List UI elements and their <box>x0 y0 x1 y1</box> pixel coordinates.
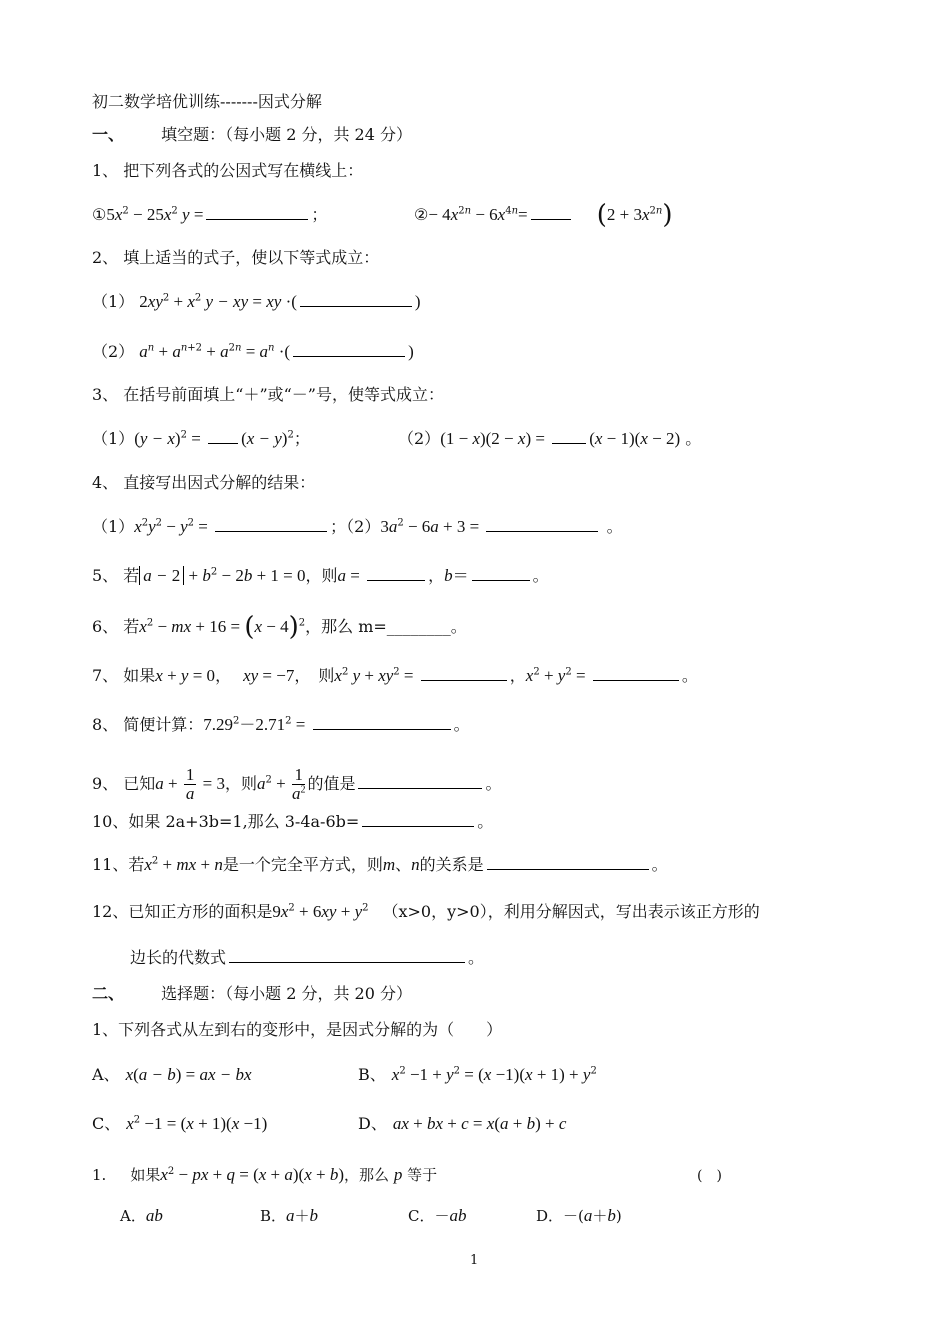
question-number: 1. <box>92 1166 107 1184</box>
text: 的关系是 <box>419 855 484 874</box>
text: 则 <box>318 666 335 685</box>
section-heading-fill <box>92 125 412 145</box>
answer-blank[interactable] <box>300 290 412 307</box>
question-1-part-2: ②− $4x^{2n} - 6x^{4n}= (2 + 3x^{2n})$ <box>414 200 673 230</box>
text: ，则 <box>305 566 338 585</box>
text: 。 <box>477 812 494 831</box>
question-10 <box>92 810 493 832</box>
text: 。 <box>651 855 668 874</box>
question-text: 10、如果 2a+3b=1,那么 3-4a-6b= <box>92 812 360 831</box>
option-c[interactable]: C．－ab <box>408 1206 467 1225</box>
option-c[interactable]: C、 $x^2 -1 = (x + 1)(x -1)$ <box>92 1114 268 1133</box>
question-number: 8、 简便计算： <box>92 715 204 734</box>
part-marker: （2） <box>92 342 135 361</box>
question-4-stem: 4、 直接写出因式分解的结果： <box>92 473 316 492</box>
question-5: 5、 若 $a - 2 + b^2 - 2b + 1 = 0$，则a = ，b＝ 。 <box>92 566 549 585</box>
question-12: 12、已知正方形的面积是$9x^2 + 6xy + y^2$ （x>0，y>0），利用分解因式，写出表示该正方形的 <box>92 902 760 921</box>
text: （x>0，y>0），利用分解因式，写出表示该正方形的 <box>382 902 760 921</box>
question-number: 5、 若 <box>92 566 140 585</box>
answer-blank[interactable] <box>206 203 308 220</box>
text: 。 <box>453 715 470 734</box>
question-3-part-1: $(1)(y - x)^2 = (x - y)^2$； <box>92 429 310 448</box>
question-2-stem: 2、 填上适当的式子，使以下等式成立： <box>92 248 380 267</box>
text: ，那么 <box>344 1166 390 1184</box>
text: ， <box>509 666 526 685</box>
option-marker: C． <box>408 1207 435 1225</box>
question-7: 7、 如果x + y = 0， xy = −7， 则$x^2$ $y + xy^2$ = ，$x^2 + y^2$ = 。 <box>92 666 698 685</box>
option-b[interactable]: B．a＋b <box>260 1206 319 1225</box>
question-number: 11、若 <box>92 855 145 874</box>
question-8: 8、 简便计算：$7.29^2-2.71^2$ = 。 <box>92 715 470 734</box>
question-number: 12、已知正方形的面积是 <box>92 902 273 921</box>
option-marker: C、 <box>92 1114 121 1133</box>
answer-blank[interactable] <box>293 340 405 357</box>
answer-blank[interactable] <box>486 515 598 532</box>
answer-blank[interactable] <box>358 772 482 789</box>
question-6: 6、 若$x^2$ − mx + $16 = (x - 4)^2$，那么 m=________。 <box>92 612 467 642</box>
page-title: 初二数学培优训练-------因式分解 <box>92 92 322 111</box>
option-marker: A、 <box>92 1065 120 1084</box>
answer-blank[interactable] <box>552 427 586 444</box>
part-marker: （1） <box>92 517 135 536</box>
choice-2-options <box>120 1206 622 1226</box>
part-marker: （2） <box>398 429 441 448</box>
text: 是一个完全平方式，则 <box>222 855 383 874</box>
answer-blank[interactable] <box>362 810 474 827</box>
page-number: 1 <box>470 1253 479 1268</box>
option-marker: D、 <box>358 1114 387 1133</box>
part-marker: ；（2） <box>330 517 381 536</box>
text: 如果 <box>130 1166 161 1184</box>
answer-blank[interactable] <box>313 713 451 730</box>
choice-question-1-stem: 1、下列各式从左到右的变形中，是因式分解的为（ ） <box>92 1020 503 1039</box>
option-d[interactable]: D．－(a＋b) <box>536 1206 622 1225</box>
answer-blank[interactable] <box>421 664 507 681</box>
question-number: 7、 如果 <box>92 666 156 685</box>
answer-blank[interactable] <box>593 664 679 681</box>
text: ， <box>428 566 445 585</box>
section-title: 选择题：（每小题 2 分，共 20 分） <box>161 984 412 1003</box>
text: 。 <box>681 666 698 685</box>
answer-blank[interactable] <box>487 853 649 870</box>
option-marker: B、 <box>358 1065 386 1084</box>
question-9: 9、 已知a + $\frac{1}{a}$ = 3，则$a^2$ + $\frac{1}{a^2}$ 的值是 。 <box>92 765 502 803</box>
question-2-part-1: （1） $2xy^2 + x^2$ y − xy = xy ·( ) <box>92 292 421 311</box>
text: 等于 <box>407 1166 438 1184</box>
answer-paren: ( ) <box>697 1168 722 1184</box>
question-11: 11、若$x^2$ + mx + n是一个完全平方式，则m、n的关系是 。 <box>92 855 668 874</box>
part-marker: （1） <box>92 292 135 311</box>
question-number: 9、 已知 <box>92 774 156 793</box>
question-3-part-2: （2）(1 − x)(2 − x) = (x − 1)(x − 2) 。 <box>398 429 702 448</box>
answer-blank[interactable] <box>208 427 238 444</box>
text: 边长的代数式 <box>130 948 227 967</box>
section-number: 二、 <box>92 984 125 1003</box>
text: 的值是 <box>307 774 356 793</box>
option-a[interactable]: A．ab <box>120 1206 163 1225</box>
question-3-stem: 3、 在括号前面填上“＋”或“－”号，使等式成立： <box>92 385 444 404</box>
answer-blank[interactable] <box>531 203 571 220</box>
question-4-parts: $(1)x^2y^2 - y^2$ = ；$(2)3a^2 - 6a + 3$ = 。 <box>92 517 623 536</box>
option-d[interactable]: D、 ax + bx + c = x(a + b) + c <box>358 1114 567 1133</box>
answer-blank[interactable] <box>367 564 425 581</box>
text: 。 <box>485 774 502 793</box>
part-marker: （1） <box>92 429 135 448</box>
text: ，那么 m=________。 <box>305 617 467 636</box>
option-b[interactable]: B、 $x^2 -1 + y^2 = (x -1)(x + 1) + y^2$ <box>358 1065 597 1084</box>
question-number: 6、 若 <box>92 617 140 636</box>
part-marker: ① <box>92 205 107 224</box>
option-marker: A． <box>120 1207 146 1225</box>
text: 。 <box>532 566 549 585</box>
section-heading-choice <box>92 984 412 1004</box>
text: ，则 <box>224 774 257 793</box>
option-a[interactable]: A、 x(a − b) = ax − bx <box>92 1065 252 1084</box>
section-title: 填空题：（每小题 2 分，共 24 分） <box>161 125 412 144</box>
question-12-line-2 <box>130 946 484 968</box>
question-1-part-1: $①5x^2 - 25x^2$ y = ； <box>92 205 328 224</box>
option-marker: D． <box>536 1207 564 1225</box>
question-2-part-2: （2） $a^n + a^{n+2} + a^{2n} = a^n$ ·( ) <box>92 342 414 361</box>
answer-blank[interactable] <box>229 946 465 963</box>
answer-blank[interactable] <box>472 564 530 581</box>
section-number: 一、 <box>92 125 125 144</box>
option-marker: B． <box>260 1207 287 1225</box>
text: 。 <box>468 948 485 967</box>
choice-question-2-stem: 1. 如果$x^2$ − px + q = (x + a)(x + b)，那么 p 等于 <box>92 1165 438 1184</box>
question-1-stem: 1、 把下列各式的公因式写在横线上： <box>92 161 364 180</box>
part-marker: ② <box>414 205 429 224</box>
answer-blank[interactable] <box>215 515 327 532</box>
